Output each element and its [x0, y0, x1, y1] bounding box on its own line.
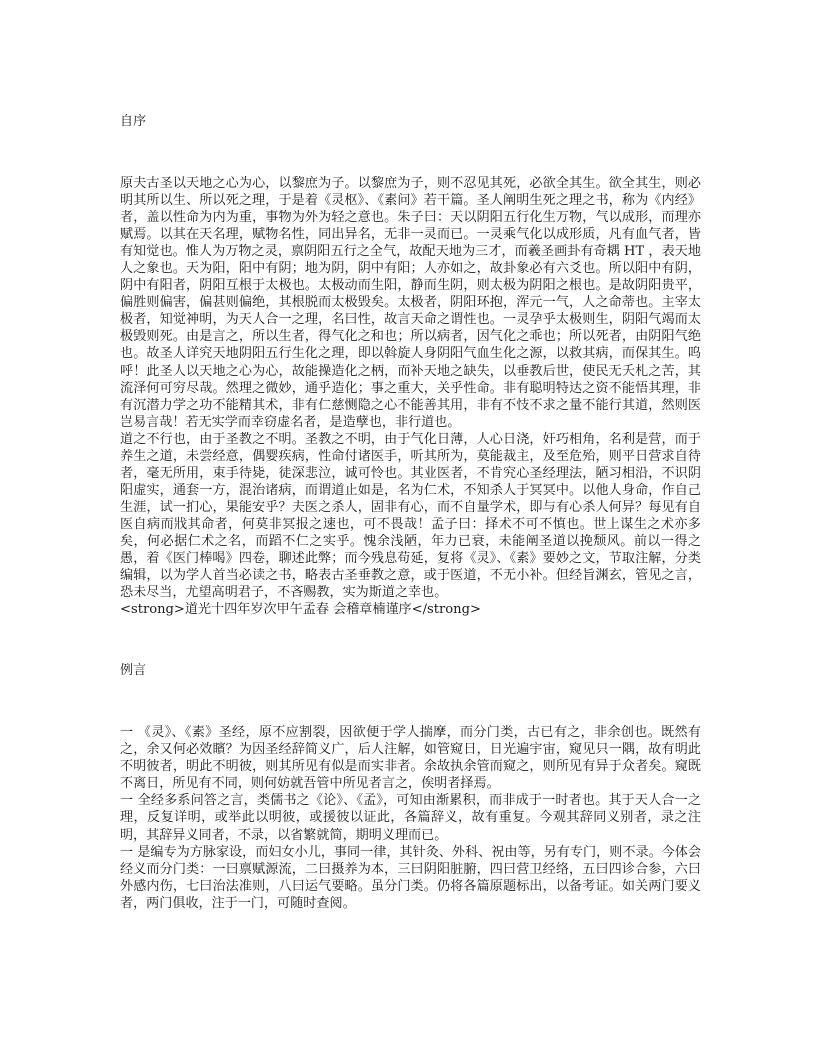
spacer-between-sections [120, 618, 701, 662]
spacer-after-zixu-heading [120, 130, 701, 175]
paragraph-liyan-3: 一 是编专为方脉家设，而妇女小儿，事同一律，其针灸、外科、祝由等，另有专门，则不录。今体会经义而分门类：一曰禀赋源流，二曰摄养为本，三曰阴阳脏腑，四曰营卫经络，五曰四诊合参，六曰外感内伤，七曰治法准则，八曰运气要略。虽分门类。仍将各篇原题标出，以备考证。如关两门要义者，两门俱收，注于一门，可随时查阅。 [120, 844, 701, 911]
signature-line-zixu: <strong>道光十四年岁次甲午孟春 会稽章楠谨序</strong> [120, 602, 481, 618]
paragraph-liyan-2: 一 全经多系问答之言，类儒书之《论》、《孟》，可知由渐累积，而非成于一时者也。其于天人合一之理，反复详明，或举此以明彼，或援彼以证此，各篇辞义，故有重复。今观其辞同义别者，录之注明，其辞异义同者，不录，以省繁就简，期明义理而已。 [120, 793, 701, 843]
section-heading-zixu: 自序 [120, 114, 147, 129]
section-heading-liyan: 例言 [120, 663, 147, 679]
spacer-after-liyan-heading [120, 679, 701, 724]
paragraph-liyan-1: 一 《灵》、《素》圣经，原不应割裂，因欲便于学人揣摩，而分门类，古已有之，非余创也。既然有之，余又何必效矉？为因圣经辞简义广，后人注解，如管窥日，日光遍宇宙，窥见只一隅，故有明此不明彼者，明此不明彼，则其所见有似是而实非者。余故执余管而窥之，则所见有异于众者矣。窥既不离日，所见有不同，则何妨就吾管中所见者言之，俟明者择焉。 [120, 725, 701, 792]
paragraph-zixu-1: 原夫古圣以天地之心为心，以黎庶为子。以黎庶为子，则不忍见其死，必欲全其生。欲全其生，则必明其所以生、所以死之理，于是着《灵枢》、《素问》若干篇。圣人阐明生死之理之书，称为《内经》者，盖以性命为内为重，事物为外为轻之意也。朱子曰：天以阴阳五行化生万物，气以成形，而理亦赋焉。以其在天名理，赋物名性，同出异名，无非一灵而已。一灵乘气化以成形质，凡有血气者，皆有知觉也。惟人为万物之灵，禀阴阳五行之全气，故配天地为三才，而羲圣画卦有奇耦 HT ，表天地人之象也。天为阳，阳中有阴；地为阴，阴中有阳；人亦如之，故卦象必有六爻也。所以阳中有阴，阴中有阳者，阴阳互根于太极也。太极动而生阳，静而生阴，则太极为阴阳之根也。是故阴阳贵平，偏胜则偏害，偏甚则偏绝，其根脱而太极毁矣。太极者，阴阳环抱，浑元一气，人之命蒂也。主宰太极者，知觉神明，为天人合一之理，名曰性，故言天命之谓性也。一灵孕乎太极则生，阴阳气竭而太极毁则死。由是言之，所以生者，得气化之和也；所以病者，因气化之乖也；所以死者，由阴阳气绝也。故圣人详究天地阴阳五行生化之理，即以斡旋人身阴阳气血生化之源，以救其病，而保其生。呜呼！此圣人以天地之心为心，故能操造化之柄，而补天地之缺失，以垂教后世，使民无夭札之苦，其流泽何可穷尽哉。然理之微妙，通乎造化；事之重大，关乎性命。非有聪明特达之资不能悟其理，非有沉潜力学之功不能精其术，非有仁慈恻隐之心不能善其用，非有不忮不求之量不能行其道，然则医岂易言哉！若无实学而幸窃虚名者，是造孽也，非行道也。 [120, 176, 701, 430]
document-content [120, 113, 701, 912]
paragraph-zixu-2: 道之不行也，由于圣教之不明。圣教之不明，由于气化日薄，人心日浇，奸巧相角，名利是营，而于养生之道，未尝经意，偶婴疾病，性命付诸医手，听其所为，莫能裁主，及至危殆，则平日营求自待者，毫无所用，束手待毙，徒深悲泣，诚可怜也。其业医者，不肯究心圣经理法，陋习相沿，不识阴阳虚实，通套一方，混治诸病，而谓道止如是，名为仁术，不知杀人于冥冥中。以他人身命，作自己生涯，试一扪心，果能安乎？夫医之杀人，固非有心，而不自量学术，即与有心杀人何异？每见有自医自病而戕其命者，何莫非冥报之速也，可不畏哉！孟子曰：择术不可不慎也。世上谋生之术亦多矣，何必据仁术之名，而蹈不仁之实乎。愧余浅陋，年力已衰，未能阐圣道以挽颓风。前以一得之愚，着《医门棒喝》四卷，聊述此弊；而今残息苟延，复将《灵》、《素》要妙之文，节取注解，分类编辑，以为学人首当必读之书，略表古圣垂教之意，或于医道，不无小补。但经旨渊玄，管见之言，恐未尽当，尤望高明君子，不吝赐教，实为斯道之幸也。 [120, 431, 701, 601]
